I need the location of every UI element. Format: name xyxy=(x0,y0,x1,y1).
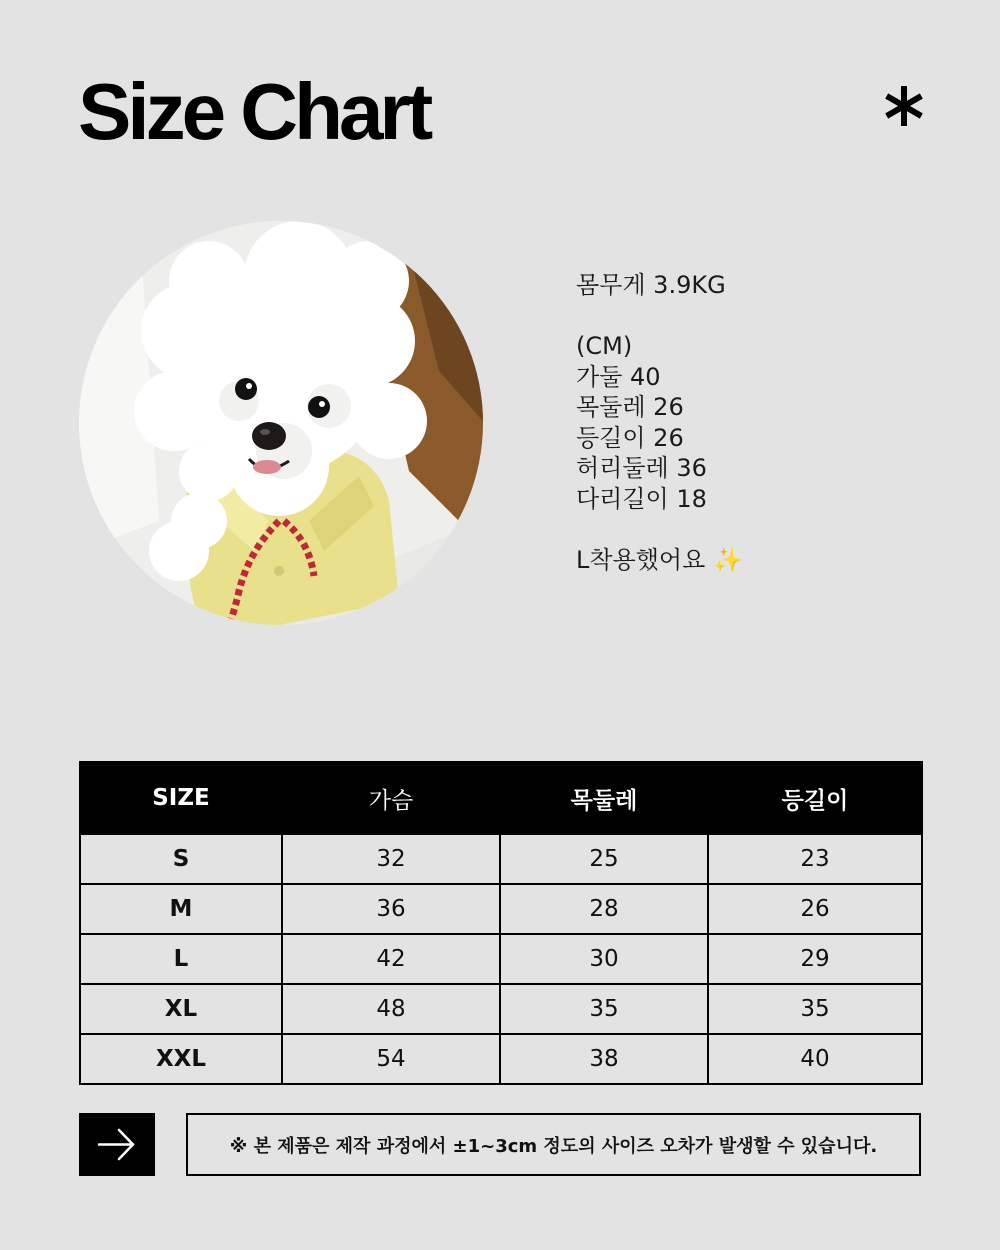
chest-cell: 32 xyxy=(282,834,500,884)
chest-cell: 42 xyxy=(282,934,500,984)
neck-text: 목둘레 26 xyxy=(576,393,684,421)
worn-size-text xyxy=(576,545,743,576)
neck-cell: 35 xyxy=(500,984,708,1034)
back-cell: 40 xyxy=(708,1034,922,1084)
dog-photo xyxy=(79,221,483,625)
chest-cell: 48 xyxy=(282,984,500,1034)
unit-text: (CM) xyxy=(576,332,633,360)
sparkles-icon: ✨ xyxy=(712,545,743,574)
header-chest: 가슴 xyxy=(282,762,500,834)
waist-text: 허리둘레 36 xyxy=(576,454,707,482)
neck-cell: 25 xyxy=(500,834,708,884)
size-table-header xyxy=(80,762,922,834)
header-size: SIZE xyxy=(80,762,282,834)
leg-length-text: 다리길이 18 xyxy=(576,484,707,513)
size-cell: XXL xyxy=(80,1034,282,1084)
header-back-length: 등길이 xyxy=(708,762,922,834)
asterisk-icon xyxy=(882,84,926,128)
table-row xyxy=(80,984,922,1034)
table-row xyxy=(80,1034,922,1084)
table-row xyxy=(80,934,922,984)
size-cell: L xyxy=(80,934,282,984)
page-title: Size Chart xyxy=(78,67,430,156)
dog-measurements xyxy=(576,270,743,575)
header-neck: 목둘레 xyxy=(500,762,708,834)
arrow-right-icon xyxy=(79,1113,155,1176)
back-length-text: 등길이 26 xyxy=(576,423,684,452)
size-cell: M xyxy=(80,884,282,934)
back-cell: 35 xyxy=(708,984,922,1034)
weight-text: 몸무게 3.9KG xyxy=(576,271,726,299)
back-cell: 23 xyxy=(708,834,922,884)
back-cell: 26 xyxy=(708,884,922,934)
neck-cell: 28 xyxy=(500,884,708,934)
worn-size-label: L착용했어요 xyxy=(576,545,706,574)
size-table xyxy=(79,761,923,1085)
arrow-box xyxy=(79,1113,155,1176)
size-cell: XL xyxy=(80,984,282,1034)
chest-cell: 54 xyxy=(282,1034,500,1084)
chest-text: 가둘 40 xyxy=(576,362,661,391)
back-cell: 29 xyxy=(708,934,922,984)
size-cell: S xyxy=(80,834,282,884)
dog-illustration xyxy=(79,221,483,625)
size-tolerance-note: ※ 본 제품은 제작 과정에서 ±1~3cm 정도의 사이즈 오차가 발생할 수 있습니다. xyxy=(186,1113,921,1176)
table-row xyxy=(80,884,922,934)
chest-cell: 36 xyxy=(282,884,500,934)
neck-cell: 38 xyxy=(500,1034,708,1084)
neck-cell: 30 xyxy=(500,934,708,984)
table-row xyxy=(80,834,922,884)
